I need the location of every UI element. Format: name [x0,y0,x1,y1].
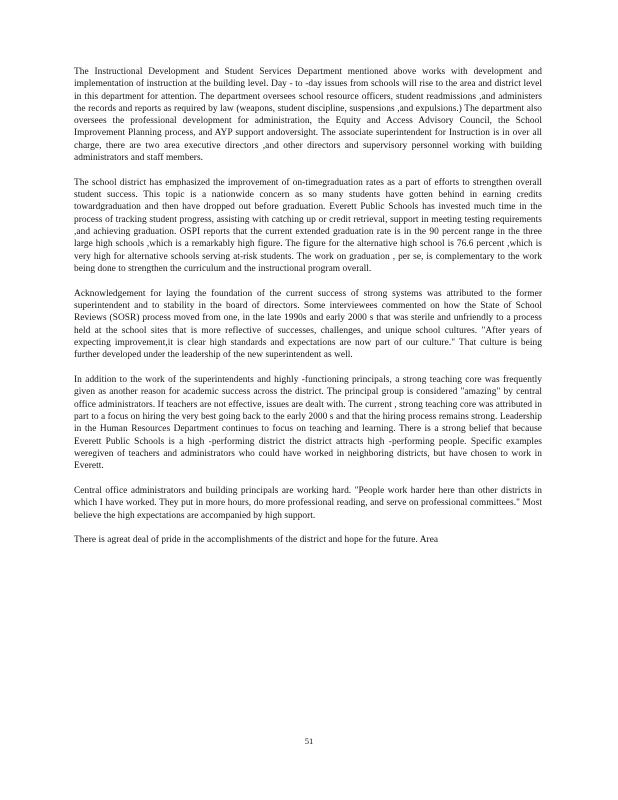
paragraph-pride: There is agreat deal of pride in the accomplishments of the district and hope for the future. Area [74,535,439,546]
paragraph-graduation-rates: The school district has emphasized the improvement of on-timegraduation rates as a part of efforts to strengthen overall student success. This topic is a nationwide concern as so many students have gotten behind in earning credits towardgraduation and then have dropped out before graduation. Everett Public Schools has invested much time in the process of tracking student progress, assisting with catching up or credit retrieval, support in meeting testing requirements ,and achieving graduation. OSPI reports that the current extended graduation rate is in the 90 percent range in the three large high schools ,which is a remarkably high figure. The figure for the alternative high school is 76.6 percent ,which is very high for alternative schools serving at-risk students. The work on graduation , per se, is complementary to the work being done to strengthen the curriculum and the instructional program overall. [74,177,542,274]
paragraph-acknowledgement: Acknowledgement for laying the foundation of the current success of strong systems was attributed to the former superintendent and to stability in the board of directors. Some interviewees commented on how the State of School Reviews (SOSR) process moved from one, in the late 1990s and early 2000 s that was sterile and unfriendly to a process held at the school sites that is more reflective of successes, challenges, and unique school cultures. "After years of expecting improvement,it is clear high standards and expectations are now part of our culture." That culture is being further developed under the leadership of the new superintendent as well. [74,288,542,361]
paragraph-teaching-core: In addition to the work of the superintendents and highly -functioning principals, a strong teaching core was frequently given as another reason for academic success across the district. The principal group is considered "amazing" by central office administrators. If teachers are not effective, issues are dealt with. The current , strong teaching core was attributed in part to a focus on hiring the very best going back to the early 2000 s and that the hiring process remains strong. Leadership in the Human Resources Department continues to focus on teaching and learning. There is a strong belief that because Everett Public Schools is a high -performing district the district attracts high -performing people. Specific examples weregiven of teachers and administrators who could have worked in neighboring districts, but have chosen to work in Everett. [74,375,542,472]
page-number: 51 [304,736,314,746]
paragraph-central-office: Central office administrators and building principals are working hard. "People work harder here than other districts in which I have worked. They put in more hours, do more professional reading, and serve on professional committees." Most believe the high expectations are accompanied by high support. [74,485,542,521]
document-body [74,66,542,559]
paragraph-instructional-development: The Instructional Development and Student Services Department mentioned above works with development and implementation of instruction at the building level. Day - to -day issues from schools will rise to the area and district level in this department for attention. The department oversees school resource officers, student readmissions ,and administers the records and reports as required by law (weapons, student discipline, suspensions ,and expulsions.) The department also oversees the professional development for administration, the Equity and Access Advisory Council, the School Improvement Planning process, and AYP support andoversight. The associate superintendent for Instruction is in over all charge, there are two area executive directors ,and other directors and supervisory personnel working with building administrators and staff members. [74,67,542,164]
